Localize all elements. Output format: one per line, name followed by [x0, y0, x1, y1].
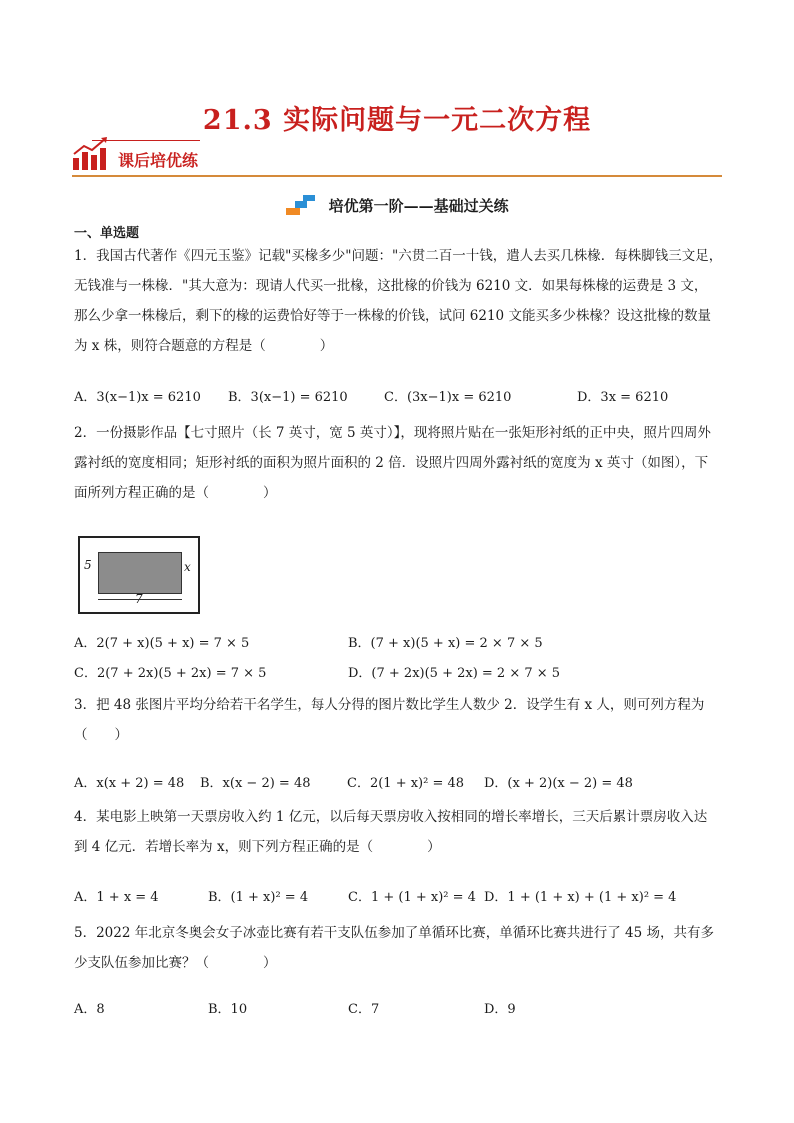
- photo-mat-figure: [78, 536, 200, 614]
- stage-label: 培优第一阶——基础过关练: [328, 197, 509, 215]
- question-line: 为 x 株，则符合题意的方程是（ ）: [74, 338, 334, 354]
- option-d[interactable]: D．3x = 6210: [577, 390, 669, 405]
- option-d[interactable]: D．(7 + 2x)(5 + 2x) = 2 × 7 × 5: [348, 666, 561, 681]
- width-dimension-line: [98, 599, 182, 600]
- option-b[interactable]: B．10: [208, 1002, 248, 1017]
- question-4: [74, 802, 724, 862]
- option-a[interactable]: A．3(x−1)x = 6210: [74, 390, 201, 405]
- option-d[interactable]: D．9: [484, 1002, 516, 1017]
- section-title: 课后培优练: [118, 151, 199, 170]
- question-line: （ ）: [74, 727, 128, 743]
- question-5: [74, 918, 724, 978]
- option-d[interactable]: D．1 + (1 + x) + (1 + x)² = 4: [484, 890, 677, 905]
- option-a[interactable]: A．2(7 + x)(5 + x) = 7 × 5: [74, 636, 250, 651]
- section-top-rule: [92, 140, 200, 141]
- question-3: [74, 690, 724, 750]
- question-line: 少支队伍参加比赛？（ ）: [74, 955, 277, 971]
- margin-label: x: [184, 560, 191, 574]
- question-line: 4．某电影上映第一天票房收入约 1 亿元，以后每天票房收入按相同的增长率增长，三天后累计票房收入达: [74, 809, 708, 825]
- option-c[interactable]: C．2(7 + 2x)(5 + 2x) = 7 × 5: [74, 666, 267, 681]
- question-line: 无钱准与一株椽．"其大意为：现请人代买一批椽，这批椽的价钱为 6210 文．如果每株椽的运费是 3 文，: [74, 278, 708, 294]
- question-line: 那么少拿一株椽后，剩下的椽的运费恰好等于一株椽的价钱，试问 6210 文能买多少株椽？设这批椽的数量: [74, 308, 711, 324]
- option-c[interactable]: C．(3x−1)x = 6210: [384, 390, 512, 405]
- question-2: [74, 418, 724, 508]
- question-line: 1．我国古代著作《四元玉鉴》记载"买椽多少"问题："六贯二百一十钱，遣人去买几株椽．每株脚钱三文足，: [74, 248, 723, 264]
- height-label: 5: [84, 558, 92, 572]
- photo-rect: [98, 552, 182, 594]
- bar-chart-icon: [72, 136, 108, 172]
- question-line: 面所列方程正确的是（ ）: [74, 485, 277, 501]
- section-rule: [72, 175, 722, 177]
- question-line: 2．一份摄影作品【七寸照片（长 7 英寸，宽 5 英寸）】，现将照片贴在一张矩形衬纸的正中央，照片四周外: [74, 425, 711, 441]
- option-b[interactable]: B．(1 + x)² = 4: [208, 890, 309, 905]
- option-a[interactable]: A．1 + x = 4: [74, 890, 159, 905]
- question-line: 3．把 48 张图片平均分给若干名学生，每人分得的图片数比学生人数少 2．设学生有 x 人，则可列方程为: [74, 697, 705, 713]
- question-line: 到 4 亿元．若增长率为 x，则下列方程正确的是（ ）: [74, 839, 441, 855]
- page-title: 21.3 实际问题与一元二次方程: [202, 105, 592, 136]
- option-b[interactable]: B．x(x − 2) = 48: [200, 776, 311, 791]
- option-c[interactable]: C．7: [348, 1002, 380, 1017]
- option-b[interactable]: B．3(x−1) = 6210: [228, 390, 348, 405]
- option-c[interactable]: C．2(1 + x)² = 48: [347, 776, 465, 791]
- option-a[interactable]: A．x(x + 2) = 48: [74, 776, 185, 791]
- question-line: 5．2022 年北京冬奥会女子冰壶比赛有若干支队伍参加了单循环比赛，单循环比赛共进行了 45 场，共有多: [74, 925, 714, 941]
- question-1: [74, 241, 724, 361]
- stage-heading: [0, 195, 794, 219]
- option-d[interactable]: D．(x + 2)(x − 2) = 48: [484, 776, 633, 791]
- question-line: 露衬纸的宽度相同；矩形衬纸的面积为照片面积的 2 倍．设照片四周外露衬纸的宽度为 x 英寸（如图），下: [74, 455, 709, 471]
- stairs-icon: [285, 195, 315, 219]
- option-c[interactable]: C．1 + (1 + x)² = 4: [348, 890, 476, 905]
- option-a[interactable]: A．8: [74, 1002, 105, 1017]
- section-heading: 一、单选题: [74, 226, 140, 241]
- option-b[interactable]: B．(7 + x)(5 + x) = 2 × 7 × 5: [348, 636, 543, 651]
